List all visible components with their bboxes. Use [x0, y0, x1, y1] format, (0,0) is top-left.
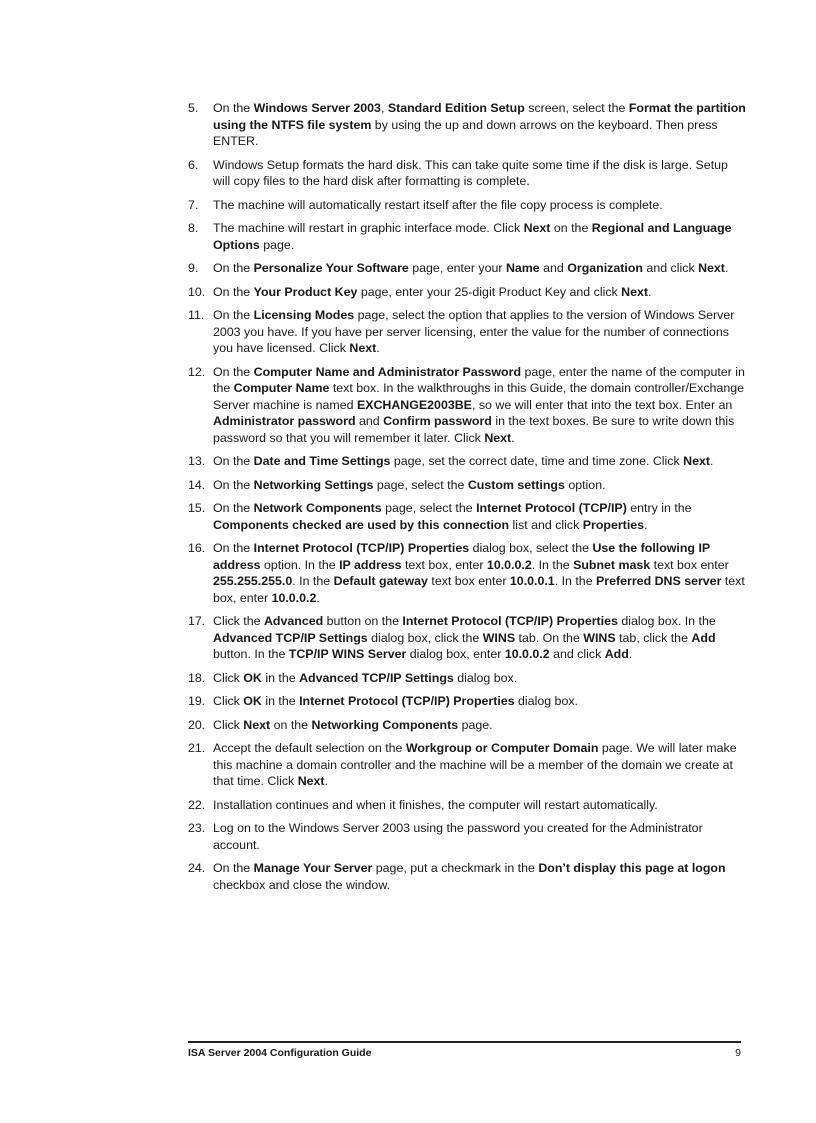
step-text — [213, 694, 578, 708]
step-text-bold: Internet Protocol (TCP/IP) Properties — [402, 614, 618, 628]
step-text-segment: . In the — [554, 574, 597, 588]
step-text-bold: 255.255.255.0 — [213, 574, 293, 588]
step-text-bold: Next — [349, 341, 377, 355]
step-number: 15. — [188, 501, 206, 515]
step-text-bold: Next — [698, 261, 725, 275]
step-text-segment: text box. In the walkthroughs in this Guide, the domain controller/Exchange Server machine is named — [213, 381, 745, 412]
step-text — [213, 671, 517, 685]
step-item — [188, 860, 746, 893]
step-text-bold: 10.0.0.2 — [271, 590, 317, 605]
step-text-bold: Custom settings — [467, 477, 565, 492]
step-text-segment: in the — [261, 670, 300, 685]
step-text-segment: On the — [213, 308, 254, 322]
step-text-bold: Properties — [582, 517, 645, 532]
step-text-segment: page, enter the name of the computer in the — [213, 364, 745, 395]
step-text-bold: EXCHANGE2003BE — [356, 397, 472, 412]
step-text-bold: Format the partition using the NTFS file system — [213, 101, 746, 132]
step-item — [188, 260, 746, 277]
step-text — [213, 718, 493, 732]
step-number: 22. — [188, 797, 206, 812]
step-text-segment: On the — [213, 261, 254, 275]
step-text-segment: Click — [213, 670, 244, 685]
step-text-segment: Log on to the Windows Server 2003 using the password you created for the Administrator account. — [213, 821, 703, 852]
step-text-segment: Accept the default selection on the — [213, 741, 406, 755]
step-text-segment: . — [324, 774, 329, 788]
step-text-bold: Organization — [567, 261, 643, 275]
step-text-segment: checkbox and close the window. — [213, 877, 391, 892]
step-text-bold: 10.0.0.2 — [486, 557, 532, 572]
step-text-segment: On the — [213, 284, 254, 299]
step-text-segment: On the — [213, 501, 254, 515]
step-text-segment: . — [628, 647, 633, 661]
step-text-segment: The machine will automatically restart itself after the file copy process is complete. — [213, 197, 663, 212]
step-text-segment: page, select the — [381, 501, 477, 515]
step-text-bold: Advanced TCP/IP Settings — [299, 670, 454, 685]
step-item — [188, 670, 746, 687]
step-number: 23. — [188, 821, 206, 835]
step-text-segment: Windows Setup formats the hard disk. This can take quite some time if the disk is large. Setup will copy files to the hard disk after formatting is complete. — [213, 157, 728, 188]
step-text-bold: OK — [243, 694, 262, 708]
step-text — [213, 308, 734, 355]
step-text-segment: and — [539, 261, 568, 275]
step-text-segment: screen, select the — [524, 101, 629, 115]
step-text-bold: Networking Settings — [253, 477, 374, 492]
step-text — [213, 821, 703, 852]
step-text-segment: . — [724, 261, 729, 275]
step-text-segment: dialog box. — [514, 694, 578, 708]
step-text-bold: TCP/IP WINS Server — [288, 647, 407, 661]
step-text — [213, 221, 732, 252]
step-item — [188, 820, 746, 853]
step-number: 7. — [188, 197, 199, 212]
step-text-segment: dialog box, enter — [406, 647, 505, 661]
step-text-segment: entry in the — [626, 501, 692, 515]
step-text-bold: Date and Time Settings — [253, 454, 391, 468]
step-text-segment: Installation continues and when it finishes, the computer will restart automatically. — [213, 797, 658, 812]
step-text-segment: option. — [564, 477, 606, 492]
step-text-segment: . — [316, 590, 320, 605]
footer-guide-title: ISA Server 2004 Configuration Guide — [188, 1047, 372, 1059]
step-number: 21. — [188, 741, 206, 755]
step-text-segment: page, enter your — [408, 261, 506, 275]
step-text-segment: page, put a checkmark in the — [372, 861, 539, 875]
step-text-bold: Next — [523, 221, 551, 235]
step-text-bold: 10.0.0.2 — [504, 647, 550, 661]
step-text-segment: On the — [213, 454, 254, 468]
step-text-segment: and click — [642, 261, 699, 275]
step-text-bold: Don’t display this page at logon — [538, 861, 726, 875]
step-text — [213, 198, 663, 212]
step-item — [188, 284, 746, 301]
step-text-bold: Licensing Modes — [253, 308, 355, 322]
step-text-bold: Subnet mask — [573, 557, 651, 572]
step-number: 13. — [188, 454, 206, 468]
step-text-segment: page. — [259, 237, 295, 252]
step-text-segment: page, select the — [373, 477, 468, 492]
step-text-bold: Add — [691, 630, 716, 645]
step-number: 14. — [188, 477, 206, 492]
step-text — [213, 501, 692, 532]
step-text-segment: tab, click the — [615, 630, 692, 645]
step-item — [188, 740, 746, 790]
step-text-bold: Computer Name and Administrator Password — [253, 364, 522, 379]
step-item — [188, 613, 746, 663]
step-text-segment: dialog box, select the — [469, 541, 593, 555]
step-text-bold: Use the following IP address — [213, 541, 710, 572]
step-text-segment: list and click — [509, 517, 583, 532]
step-text-segment: On the — [213, 541, 254, 555]
step-text — [213, 101, 746, 148]
step-number: 9. — [188, 261, 199, 275]
step-text-bold: WINS — [482, 630, 516, 645]
step-item — [188, 157, 746, 190]
step-text-bold: Computer Name — [233, 381, 330, 395]
step-text-segment: Click — [213, 694, 244, 708]
step-text-segment: dialog box, click the — [367, 630, 483, 645]
step-text-bold: Next — [297, 774, 325, 788]
step-number: 18. — [188, 670, 206, 685]
step-text-bold: Internet Protocol (TCP/IP) Properties — [299, 694, 515, 708]
step-text-segment: . In the — [531, 557, 574, 572]
step-text-segment: , so we will enter that into the text box. Enter an — [471, 397, 733, 412]
step-text-segment: in the text boxes. Be sure to write down this password so that you will remember it later. Click — [213, 414, 735, 445]
step-number: 16. — [188, 541, 206, 555]
step-text-segment: . — [511, 430, 515, 445]
step-text-bold: Windows Server 2003 — [253, 101, 381, 115]
step-number: 12. — [188, 364, 206, 379]
instruction-steps-list — [188, 100, 746, 900]
step-number: 20. — [188, 717, 206, 732]
step-text-bold: Administrator password — [213, 414, 356, 428]
step-text-segment: tab. On the — [515, 630, 584, 645]
step-item — [188, 477, 746, 494]
step-text-segment: . — [648, 284, 652, 299]
step-text-bold: Preferred DNS server — [596, 574, 722, 588]
step-text-segment: The machine will restart in graphic interface mode. Click — [213, 221, 524, 235]
step-text-bold: Your Product Key — [253, 284, 358, 299]
step-text-bold: Next — [683, 454, 710, 468]
step-text-segment: option. In the — [260, 557, 340, 572]
step-text-bold: IP address — [339, 557, 402, 572]
step-text-bold: Standard Edition Setup — [387, 101, 525, 115]
step-text-segment: and click — [549, 647, 605, 661]
step-text-bold: Add — [604, 647, 629, 661]
step-text-bold: Workgroup or Computer Domain — [405, 741, 599, 755]
step-text-segment: in the — [261, 694, 300, 708]
step-text — [213, 365, 745, 445]
step-item — [188, 540, 746, 606]
step-item — [188, 717, 746, 734]
step-text-segment: text box, enter — [213, 574, 745, 605]
footer-page-number: 9 — [735, 1047, 741, 1059]
step-text — [213, 541, 745, 605]
step-text-bold: Internet Protocol (TCP/IP) — [476, 501, 627, 515]
step-item — [188, 307, 746, 357]
step-text-segment: page. We will later make this machine a domain controller and the machine will be a member of the domain we create at that time. Click — [213, 741, 737, 788]
step-text — [213, 261, 728, 275]
step-text-segment: page, set the correct date, time and time zone. Click — [390, 454, 684, 468]
step-text-segment: On the — [213, 477, 254, 492]
step-text-segment: . — [376, 341, 380, 355]
step-text-segment: page, select the option that applies to the version of Windows Server 2003 you have. If you have per server licensing, enter the value for the number of connections you have licensed. Click — [213, 308, 735, 355]
step-number: 19. — [188, 694, 206, 708]
step-text-bold: Network Components — [253, 501, 382, 515]
step-text-segment: on the — [550, 221, 592, 235]
step-item — [188, 693, 746, 710]
step-item — [188, 453, 746, 470]
step-text — [213, 158, 728, 189]
step-text-segment: Click — [213, 717, 244, 732]
step-text-segment: , — [380, 101, 388, 115]
step-text-segment: On the — [213, 861, 254, 875]
step-text-bold: Advanced TCP/IP Settings — [213, 630, 368, 645]
step-text-bold: Name — [505, 261, 540, 275]
step-text-bold: Confirm password — [383, 414, 492, 428]
step-text-segment: text box, enter — [401, 557, 487, 572]
step-text-segment: button on the — [323, 614, 403, 628]
step-text — [213, 614, 716, 661]
step-text — [213, 454, 713, 468]
step-text-bold: OK — [243, 670, 262, 685]
step-text-segment: Click the — [213, 614, 264, 628]
step-text-segment: . — [644, 517, 648, 532]
step-text-segment: On the — [213, 101, 254, 115]
footer-divider — [188, 1041, 741, 1043]
step-text-segment: page, enter your 25-digit Product Key and click — [357, 284, 622, 299]
step-text-bold: Advanced — [263, 614, 324, 628]
step-text — [213, 478, 606, 492]
step-number: 11. — [188, 308, 205, 322]
step-text — [213, 798, 658, 812]
step-text-segment: . In the — [292, 574, 334, 588]
step-number: 17. — [188, 614, 206, 628]
step-text-bold: Components checked are used by this connection — [213, 517, 510, 532]
step-number: 10. — [188, 284, 206, 299]
step-text-segment: on the — [270, 717, 312, 732]
step-text-segment: . — [710, 454, 714, 468]
step-text-bold: Next — [621, 284, 649, 299]
step-item — [188, 100, 746, 150]
step-item — [188, 197, 746, 214]
step-text-segment: dialog box. In the — [617, 614, 716, 628]
step-text-segment: text box enter — [650, 557, 729, 572]
step-text-bold: Networking Components — [311, 717, 459, 732]
step-item — [188, 220, 746, 253]
step-text-bold: WINS — [583, 630, 616, 645]
step-item — [188, 364, 746, 447]
step-text-segment: and — [355, 414, 384, 428]
step-text-bold: Next — [484, 430, 512, 445]
step-number: 8. — [188, 221, 199, 235]
step-text-bold: Internet Protocol (TCP/IP) Properties — [253, 541, 470, 555]
step-text-segment: by using the up and down arrows on the keyboard. Then press ENTER. — [213, 117, 718, 148]
step-text-segment: page. — [458, 717, 493, 732]
step-text-segment: text box enter — [427, 574, 510, 588]
step-text — [213, 861, 726, 892]
step-number: 5. — [188, 101, 199, 115]
step-number: 6. — [188, 157, 199, 172]
step-text-bold: Next — [243, 717, 271, 732]
step-text-segment: On the — [213, 364, 254, 379]
step-number: 24. — [188, 861, 206, 875]
step-item — [188, 797, 746, 814]
step-item — [188, 500, 746, 533]
step-text-bold: 10.0.0.1 — [509, 574, 555, 588]
step-text-bold: Regional and Language Options — [213, 221, 732, 252]
step-text — [213, 741, 737, 788]
step-text-bold: Default gateway — [333, 574, 428, 588]
step-text — [213, 285, 651, 299]
step-text-segment: dialog box. — [453, 670, 518, 685]
step-text-segment: button. In the — [213, 647, 289, 661]
step-text-bold: Personalize Your Software — [253, 261, 409, 275]
step-text-bold: Manage Your Server — [253, 861, 373, 875]
